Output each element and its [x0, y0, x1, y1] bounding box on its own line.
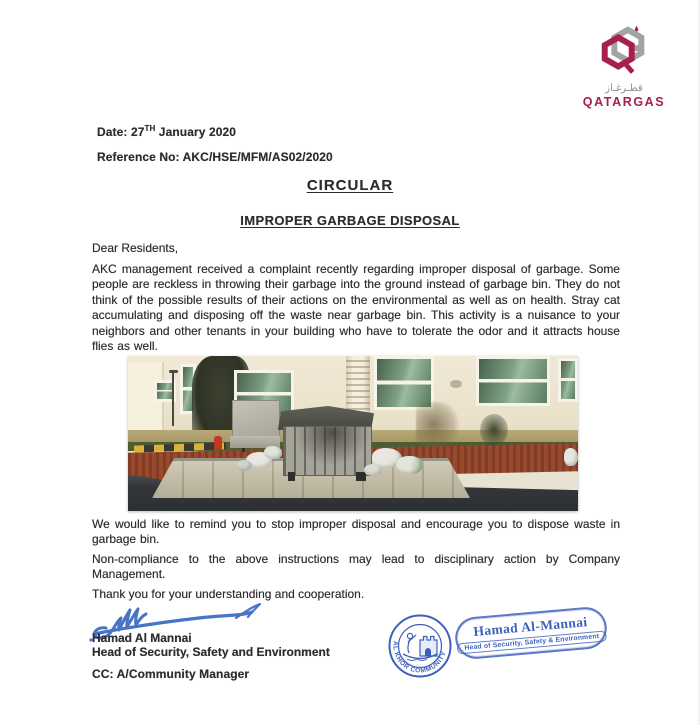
window-right-partial — [558, 358, 578, 402]
official-stamp — [378, 604, 618, 700]
date-line — [97, 124, 236, 139]
stamp-ring-text: AL KHOR COMMUNITY — [391, 640, 448, 675]
cc-line: CC: A/Community Manager — [92, 667, 250, 681]
qatargas-logo — [576, 24, 672, 109]
window-right-2 — [476, 356, 550, 406]
garbage-site-photo — [128, 356, 578, 511]
signboard — [232, 400, 280, 438]
stamp-seal-icon — [378, 604, 462, 688]
logo-arabic-text: قطـرغـاز — [605, 83, 643, 94]
green-shrub — [480, 414, 508, 446]
garbage-bag — [396, 456, 422, 474]
lamp-post — [172, 372, 174, 426]
garbage-bag — [236, 460, 252, 471]
doc-type-title: CIRCULAR — [306, 177, 394, 194]
fire-hydrant — [214, 436, 222, 450]
logo-wordmark: QATARGAS — [582, 95, 666, 109]
garbage-bag — [364, 464, 382, 476]
svg-text:AL KHOR COMMUNITY — [386, 640, 448, 680]
garbage-bag — [564, 448, 578, 466]
salutation: Dear Residents, — [92, 241, 179, 255]
stamp-plaque — [453, 605, 608, 660]
qatargas-logo-icon — [593, 24, 655, 78]
subject-title: IMPROPER GARBAGE DISPOSAL — [240, 213, 460, 228]
closing-line: Thank you for your understanding and cooperation. — [92, 587, 365, 601]
garbage-bag — [264, 446, 282, 459]
signatory-name: Hamad Al Mannai — [92, 631, 192, 645]
date-ordinal: TH — [144, 124, 156, 133]
dry-shrub — [416, 402, 460, 448]
lamp-head — [169, 370, 178, 373]
dumpster-body — [283, 426, 372, 476]
noncompliance-paragraph: Non-compliance to the above instructions may lead to disciplinary action by Company Management. — [92, 552, 620, 582]
wall-vent — [450, 380, 462, 388]
date-prefix: Date: 27 — [97, 125, 145, 139]
stamp-fort-icon — [403, 633, 437, 660]
dumpster-wheels — [288, 472, 366, 481]
complaint-paragraph: AKC management received a complaint recently regarding improper disposal of garbage. Some people are reckless in throwing their garbage into the ground instead of garbage bin. They do not think of the possible results of their actions on the environmental as well as on health. Stray cat accumulating and disposing off the waste near garbage bin. This activity is a nuisance to your neighbors and other tenants in your building who have to tolerate the odor and it attracts house flies as well. — [92, 262, 620, 354]
date-suffix: January 2020 — [155, 125, 237, 139]
reference-line: Reference No: AKC/HSE/MFM/AS02/2020 — [97, 150, 333, 164]
stamp-name: Hamad Al-Mannai — [472, 613, 589, 639]
stamp-title-box: Head of Security, Safety & Environment — [457, 630, 607, 654]
signatory-title: Head of Security, Safety and Environment — [92, 645, 330, 659]
reminder-paragraph: We would like to remind you to stop improper disposal and encourage you to dispose waste in garbage bin. — [92, 517, 620, 547]
